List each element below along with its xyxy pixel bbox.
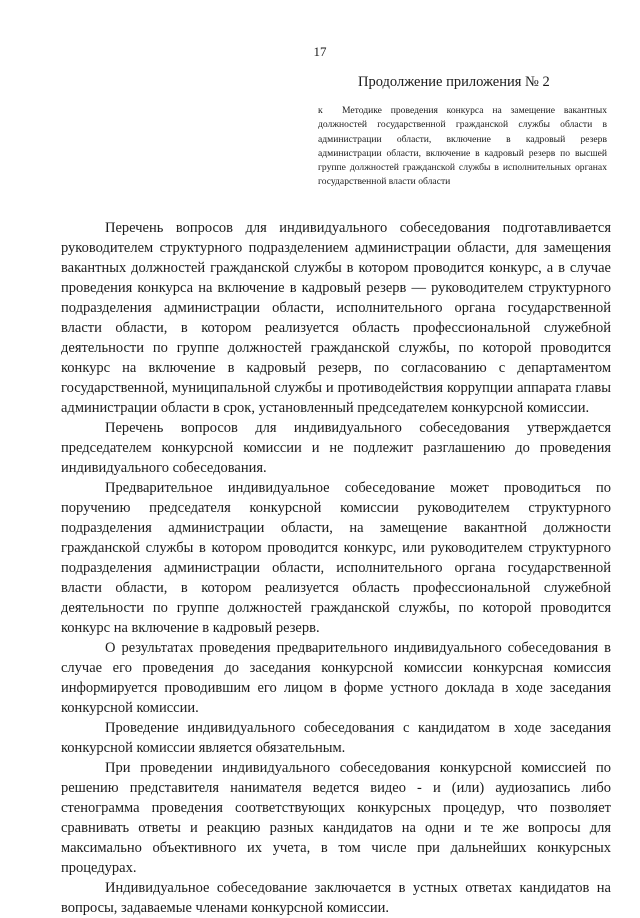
paragraph-mandatory: Проведение индивидуального собеседования с кандидатом в ходе заседания конкурсной комиссии является обязательным. <box>61 720 611 756</box>
paragraph-recording: При проведении индивидуального собеседования конкурсной комиссией по решению представителя нанимателя ведется видео - и (или) аудиозапись либо стенограмма проведения соответствующих конкурсных процедур, что позволяет сравнивать ответы и реакцию разных кандидатов на одни и те же вопросы для максимально объективного их учета, в том числе при дальнейших конкурсных процедурах. <box>61 760 611 876</box>
appendix-note-text: Методике проведения конкурса на замещение вакантных должностей государственной гражданской службы области в администрации области, включение в кадровый резерв администрации области, включение в кадровый резерв по высшей группе должностей гражданской службы в исполнительных органах государственной власти области <box>318 105 607 188</box>
paragraph-approval: Перечень вопросов для индивидуального собеседования утверждается председателем конкурсной комиссии и не подлежит разглашению до проведения индивидуального собеседования. <box>61 420 611 476</box>
appendix-note-prefix: к <box>318 105 323 116</box>
appendix-title: Продолжение приложения № 2 <box>358 74 550 90</box>
paragraph-question-list: Перечень вопросов для индивидуального собеседования подготавливается руководителем структурного подразделением администрации области, для замещения вакантных должностей гражданской службы в котором проводится конкурс, а в случае проведения конкурса на включение в кадровый резерв — руководителем структурного подразделения администрации области, исполнительного органа государственной власти области, в котором реализуется область профессиональной служебной деятельности по группе должностей гражданской службы, по которой проводится конкурс на включение в кадровый резерв, по согласованию с департаментом государственной, муниципальной службы и противодействия коррупции аппарата главы администрации области в срок, установленный председателем конкурсной комиссии. <box>61 220 611 416</box>
paragraph-results: О результатах проведения предварительного индивидуального собеседования в случае его проведения до заседания конкурсной комиссии конкурсная комиссия информируется проводившим его лицом в форме устного доклада в ходе заседания конкурсной комиссии. <box>61 640 611 716</box>
paragraph-preliminary-interview: Предварительное индивидуальное собеседование может проводиться по поручению председателя конкурсной комиссии руководителем структурного подразделения администрации области, на замещение вакантной должности гражданской службы в котором проводится конкурс, или руководителем структурного подразделения администрации области, исполнительного органа государственной власти области, в котором реализуется область профессиональной служебной деятельности по группе должностей гражданской службы, по которой проводится конкурс на включение в кадровый резерв. <box>61 480 611 636</box>
page-number: 17 <box>313 44 327 59</box>
paragraph-oral-answers: Индивидуальное собеседование заключается в устных ответах кандидатов на вопросы, задаваемые членами конкурсной комиссии. <box>61 880 611 916</box>
document-body <box>61 218 611 918</box>
appendix-note <box>318 104 607 190</box>
